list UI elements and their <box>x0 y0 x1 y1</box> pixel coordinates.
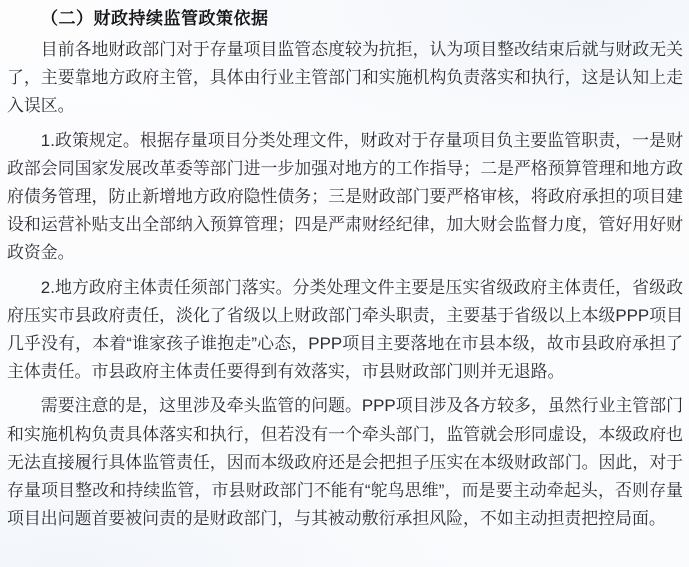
paragraph-local-government-responsibility: 2.地方政府主体责任须部门落实。分类处理文件主要是压实省级政府主体责任，省级政府压实市县政府责任，淡化了省级以上财政部门牵头职责，主要基于省级以上本级PPP项目几乎没有，本着“谁家孩子谁抱走”心态，PPP项目主要落地在市县本级，故市县政府承担了主体责任。市县政府主体责任要得到有效落实，市县财政部门则并无退路。 <box>7 277 683 382</box>
paragraph-lead-supervision-note: 需要注意的是，这里涉及牵头监管的问题。PPP项目涉及各方较多，虽然行业主管部门和实施机构负责具体落实和执行，但若没有一个牵头部门，监管就会形同虚设，本级政府也无法直接履行具体监管责任，因而本级政府还是会把担子压实在本级财政部门。因此，对于存量项目整改和持续监管，市县财政部门不能有“鸵鸟思维”，而是要主动牵起头，否则存量项目出问题首要被问责的是财政部门，与其被动敷衍承担风险，不如主动担责把控局面。 <box>7 396 683 529</box>
paragraph-policy-rules: 1.政策规定。根据存量项目分类处理文件，财政对于存量项目负主要监管职责，一是财政部会同国家发展改革委等部门进一步加强对地方的工作指导；二是严格预算管理和地方政府债务管理，防止新增地方政府隐性债务；三是财政部门要严格审核，将政府承担的项目建设和运营补贴支出全部纳入预算管理；四是严肃财经纪律，加大财会监督力度，管好用好财政资金。 <box>7 130 683 263</box>
section-heading: （二）财政持续监管政策依据 <box>41 9 269 28</box>
paragraph-intro: 目前各地财政部门对于存量项目监管态度较为抗拒，认为项目整改结束后就与财政无关了，主要靠地方政府主管，具体由行业主管部门和实施机构负责落实和执行，这是认知上走入误区。 <box>7 40 683 116</box>
